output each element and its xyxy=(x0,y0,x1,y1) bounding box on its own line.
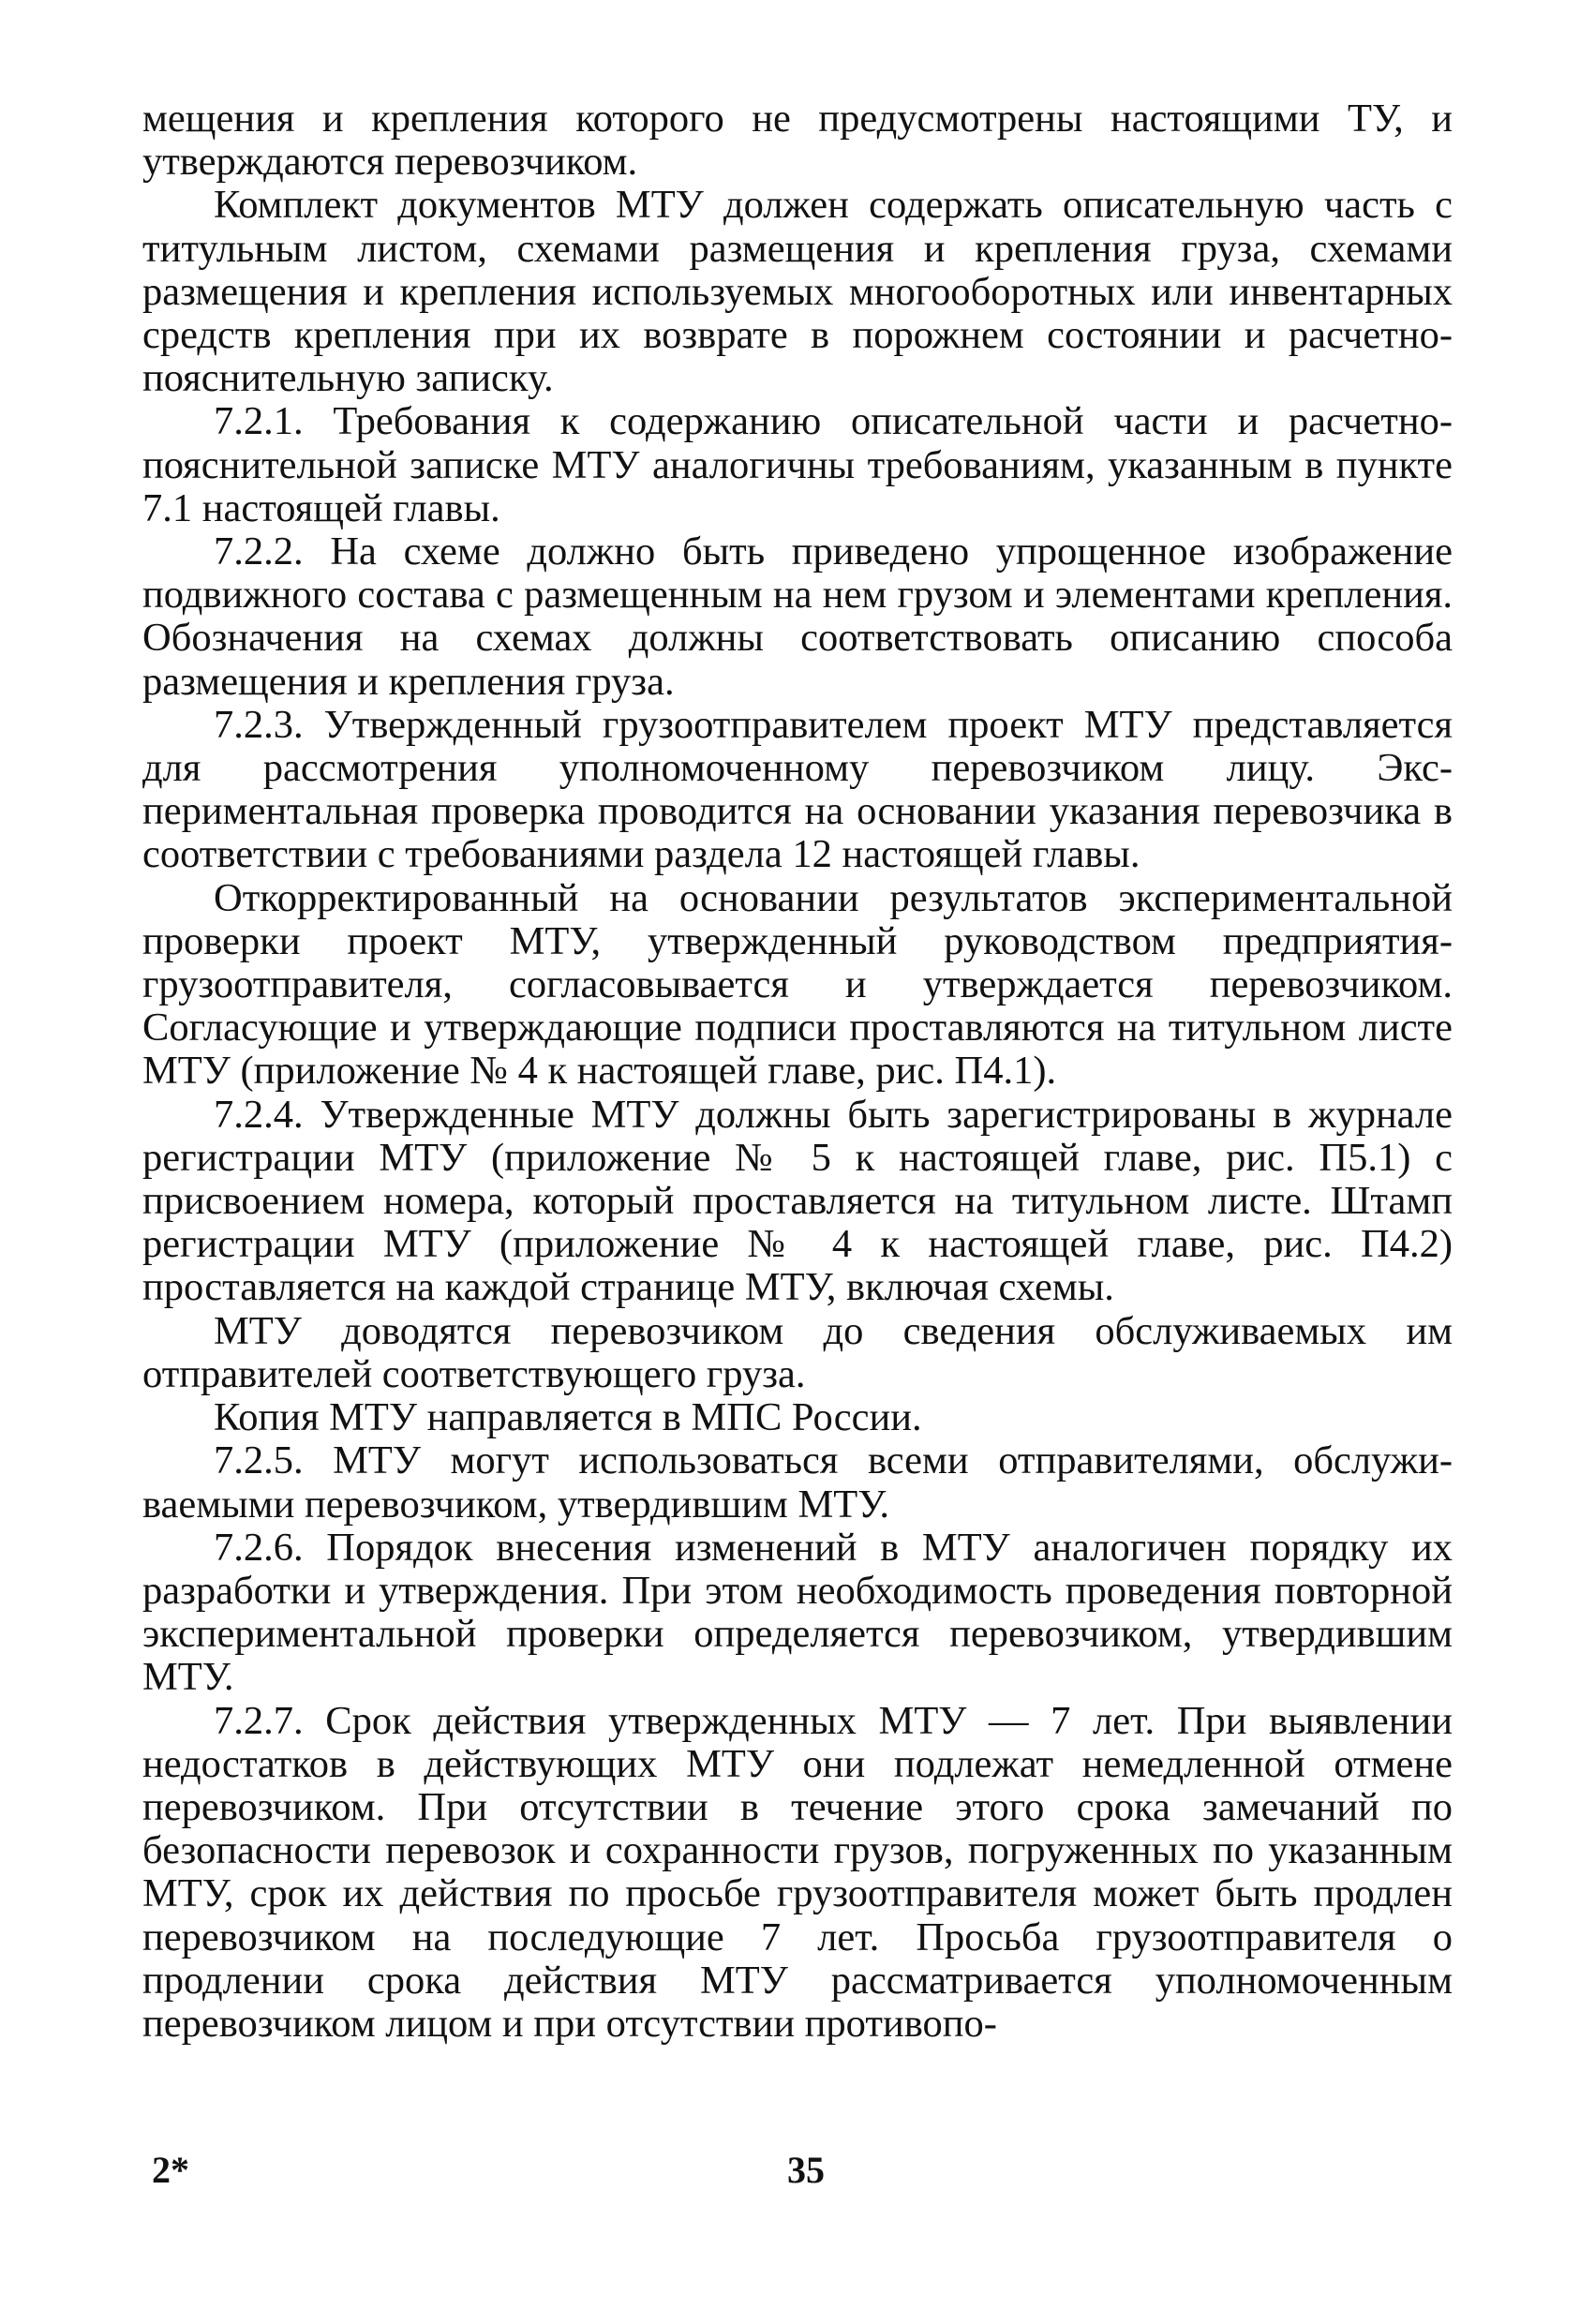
paragraph-document-set: Комплект документов МТУ должен содержать описательную часть с титульным листом, схемами размещения и крепления груза, схемами размещения и крепления используемых многооборотных или инвентарных средств крепления при их возврате в порожнем состоянии и расчетно-пояснительную записку. xyxy=(142,183,1453,401)
paragraph-7-2-7: 7.2.7. Срок действия утвержденных МТУ — 7 лет. При выявлении недостатков в действующих МТУ они подлежат немедленной отмене перевозчиком. При отсутствии в течение этого срока замечаний по безопасности перевозок и сохранности грузов, погруженных по указанным МТУ, срок их действия по просьбе грузоотправителя может быть продлен перевозчиком на последующие 7 лет. Просьба грузоотправителя о продлении срока действия МТУ рассматривается уполномоченным перевозчиком лицом и при отсутствии противопо- xyxy=(142,1698,1453,2046)
paragraph-7-2-6: 7.2.6. Порядок внесения изменений в МТУ аналогичен порядку их разработки и утверждения. При этом необходимость проведения повторной экспериментальной проверки определяется перевозчиком, утвердившим МТУ. xyxy=(142,1525,1453,1700)
paragraph-corrected-project: Откорректированный на основании результатов экспериментальной проверки проект МТУ, утвержденный руководством предприятия-грузоотправителя, согласовывается и утверждается перевозчиком. Согласующие и утверждающие подписи проставляются на титульном листе МТУ (приложение № 4 к настоящей главе, рис. П4.1). xyxy=(142,875,1453,1094)
page-footer xyxy=(142,2148,1453,2204)
paragraph-7-2-3: 7.2.3. Утвержденный грузоотправителем проект МТУ представляется для рассмотрения уполномоченному перевозчиком лицу. Экспериментальная проверка проводится на основании указания перевозчика в соответствии с требованиями раздела 12 настоящей главы. xyxy=(142,702,1453,877)
paragraph-7-2-4: 7.2.4. Утвержденные МТУ должны быть зарегистрированы в журнале регистрации МТУ (приложение № 5 к настоящей главе, рис. П5.1) с присвоением номера, который проставляется на титульном листе. Штамп регистрации МТУ (приложение № 4 к настоящей главе, рис. П4.2) проставляется на каждой странице МТУ, включая схемы. xyxy=(142,1092,1453,1310)
body-text xyxy=(142,97,1453,2046)
page-number: 35 xyxy=(787,2149,825,2191)
paragraph-copy: Копия МТУ направляется в МПС России. xyxy=(214,1395,922,1440)
paragraph-7-2-2: 7.2.2. На схеме должно быть приведено упрощенное изображение подвижного состава с размещенным на нем грузом и элементами крепления. Обозначения на схемах должны соответствовать описанию способа размещения и крепления груза. xyxy=(142,529,1453,704)
paragraph-7-2-5: 7.2.5. МТУ могут использоваться всеми отправителями, обслуживаемыми перевозчиком, утвердившим МТУ. xyxy=(142,1438,1453,1527)
paragraph-continuation: мещения и крепления которого не предусмотрены настоящими ТУ, и утверждаются перевозчиком. xyxy=(142,97,1453,185)
paragraph-7-2-1: 7.2.1. Требования к содержанию описательной части и расчетно-пояснительной записке МТУ аналогичны требованиям, указанным в пункте 7.1 настоящей главы. xyxy=(142,399,1453,530)
signature-mark: 2* xyxy=(152,2149,189,2191)
paragraph-notification: МТУ доводятся перевозчиком до сведения обслуживаемых им отправителей соответствующего груза. xyxy=(142,1308,1453,1396)
